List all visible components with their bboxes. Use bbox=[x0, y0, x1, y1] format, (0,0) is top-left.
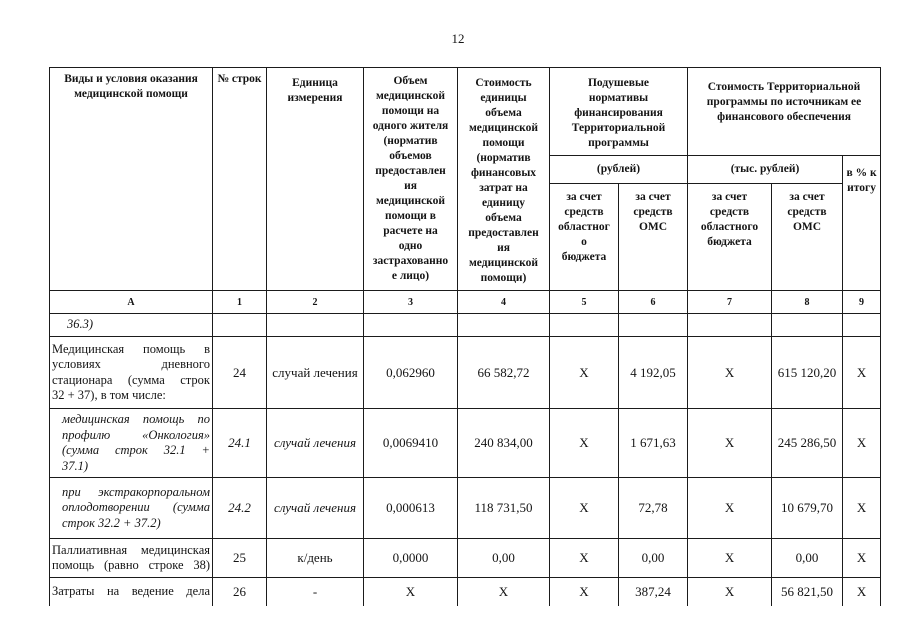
cell-per-capita-regional-budget: Х bbox=[550, 409, 619, 478]
row-label-line: 37.1) bbox=[62, 458, 89, 473]
cell-unit-cost: 118 731,50 bbox=[458, 478, 550, 539]
empty-cell bbox=[619, 314, 688, 337]
row-label-line: условиях дневного bbox=[52, 357, 210, 371]
page-number: 12 bbox=[451, 31, 465, 46]
header-unit-cost: Стоимость единицы объема медицинской помощи (норматив финансовых затрат на единицу объема предоставлен ия медицинской помощи) bbox=[458, 68, 550, 291]
column-index-row bbox=[50, 291, 881, 314]
empty-cell bbox=[550, 314, 619, 337]
cell-per-capita-oms: 72,78 bbox=[619, 478, 688, 539]
column-index: 5 bbox=[550, 291, 619, 314]
header-volume: Объем медицинской помощи на одного жителя (норматив объемов предоставлен ия медицинской помощи в расчете на одно застрахованно е лицо) bbox=[364, 68, 458, 291]
column-index: 9 bbox=[843, 291, 881, 314]
row-label-line: медицинская помощь по bbox=[62, 412, 210, 426]
column-index: 2 bbox=[267, 291, 364, 314]
cell-per-capita-oms: 387,24 bbox=[619, 578, 688, 606]
cell-cost-regional-budget: Х bbox=[688, 539, 772, 578]
cell-unit: случай лечения bbox=[267, 478, 364, 539]
column-index: 3 bbox=[364, 291, 458, 314]
cell-per-capita-oms: 0,00 bbox=[619, 539, 688, 578]
header-per-capita-group: Подушевые нормативы финансирования Территориальной программы bbox=[550, 68, 688, 156]
header-percent-of-total: в % к итогу bbox=[843, 156, 881, 291]
cell-unit-cost: 0,00 bbox=[458, 539, 550, 578]
column-index: 4 bbox=[458, 291, 550, 314]
cell-kind bbox=[50, 337, 213, 409]
cell-cost-regional-budget: Х bbox=[688, 478, 772, 539]
empty-cell bbox=[213, 314, 267, 337]
row-label-line: строк 32.2 + 37.2) bbox=[62, 515, 161, 530]
cell-unit: - bbox=[267, 578, 364, 606]
row-label-line: Медицинская помощь в bbox=[52, 341, 210, 356]
header-cost-regional-budget: за счет средств областного бюджета bbox=[688, 184, 772, 291]
table-row-continuation bbox=[50, 314, 881, 337]
cell-volume: 0,000613 bbox=[364, 478, 458, 539]
cell-line-number: 24.2 bbox=[213, 478, 267, 539]
header-cost-oms: за счет средств ОМС bbox=[772, 184, 843, 291]
cell-cost-oms: 56 821,50 bbox=[772, 578, 843, 606]
cell-percent-of-total: Х bbox=[843, 337, 881, 409]
cell-line-number: 24.1 bbox=[213, 409, 267, 478]
cell-cost-regional-budget: Х bbox=[688, 409, 772, 478]
cell-cost-regional-budget: Х bbox=[688, 578, 772, 606]
column-index: 7 bbox=[688, 291, 772, 314]
cell-unit-cost: 240 834,00 bbox=[458, 409, 550, 478]
cell-cost-oms: 10 679,70 bbox=[772, 478, 843, 539]
cell-kind: 36.3) bbox=[50, 314, 213, 337]
row-label-line: Паллиативная медицинская bbox=[52, 542, 210, 557]
cell-cost-regional-budget: Х bbox=[688, 337, 772, 409]
cell-line-number: 25 bbox=[213, 539, 267, 578]
row-label-line: помощь (равно строке 38) bbox=[52, 558, 210, 572]
cell-volume: Х bbox=[364, 578, 458, 606]
header-thousand-rubles: (тыс. рублей) bbox=[688, 156, 843, 184]
row-label-line: оплодотворении (сумма bbox=[62, 500, 210, 515]
header-rubles: (рублей) bbox=[550, 156, 688, 184]
header-row bbox=[50, 68, 881, 156]
table-row bbox=[50, 478, 881, 539]
cell-per-capita-oms: 1 671,63 bbox=[619, 409, 688, 478]
cell-cost-oms: 615 120,20 bbox=[772, 337, 843, 409]
empty-cell bbox=[458, 314, 550, 337]
cell-unit-cost: 66 582,72 bbox=[458, 337, 550, 409]
cell-unit-cost: Х bbox=[458, 578, 550, 606]
cell-per-capita-oms: 4 192,05 bbox=[619, 337, 688, 409]
cell-volume: 0,062960 bbox=[364, 337, 458, 409]
cell-kind bbox=[50, 478, 213, 539]
column-index: 6 bbox=[619, 291, 688, 314]
empty-cell bbox=[364, 314, 458, 337]
table-row bbox=[50, 409, 881, 478]
row-label-line: при экстракорпоральном bbox=[62, 484, 210, 499]
row-label-line: Затраты на ведение дела bbox=[52, 584, 210, 598]
cell-cost-oms: 245 286,50 bbox=[772, 409, 843, 478]
row-label-line: стационара (сумма строк bbox=[52, 372, 210, 387]
column-index: А bbox=[50, 291, 213, 314]
cell-percent-of-total: Х bbox=[843, 539, 881, 578]
row-label-line: 32 + 37), в том числе: bbox=[52, 388, 166, 402]
table-row bbox=[50, 337, 881, 409]
cell-percent-of-total: Х bbox=[843, 409, 881, 478]
header-unit: Единица измерения bbox=[267, 68, 364, 291]
empty-cell bbox=[772, 314, 843, 337]
cell-unit: случай лечения bbox=[267, 409, 364, 478]
cell-per-capita-regional-budget: Х bbox=[550, 539, 619, 578]
header-kind: Виды и условия оказания медицинской помощи bbox=[50, 68, 213, 291]
row-label-line: профилю «Онкология» bbox=[62, 427, 210, 442]
empty-cell bbox=[688, 314, 772, 337]
cell-volume: 0,0000 bbox=[364, 539, 458, 578]
cell-cost-oms: 0,00 bbox=[772, 539, 843, 578]
cell-kind bbox=[50, 578, 213, 606]
cell-percent-of-total: Х bbox=[843, 478, 881, 539]
financing-table bbox=[49, 67, 881, 606]
cell-kind bbox=[50, 539, 213, 578]
table-row bbox=[50, 578, 881, 606]
cell-kind bbox=[50, 409, 213, 478]
header-per-capita-regional-budget: за счет средств областног о бюджета bbox=[550, 184, 619, 291]
cell-volume: 0,0069410 bbox=[364, 409, 458, 478]
cell-per-capita-regional-budget: Х bbox=[550, 478, 619, 539]
header-per-capita-oms: за счет средств ОМС bbox=[619, 184, 688, 291]
cell-percent-of-total: Х bbox=[843, 578, 881, 606]
empty-cell bbox=[843, 314, 881, 337]
cell-unit: к/день bbox=[267, 539, 364, 578]
column-index: 1 bbox=[213, 291, 267, 314]
cell-unit: случай лечения bbox=[267, 337, 364, 409]
column-index: 8 bbox=[772, 291, 843, 314]
row-label-line: (сумма строк 32.1 + bbox=[62, 443, 210, 457]
cell-line-number: 26 bbox=[213, 578, 267, 606]
cell-per-capita-regional-budget: Х bbox=[550, 578, 619, 606]
header-program-cost-group: Стоимость Территориальной программы по источникам ее финансового обеспечения bbox=[688, 68, 881, 156]
cell-per-capita-regional-budget: Х bbox=[550, 337, 619, 409]
header-line-number: № строк bbox=[213, 68, 267, 291]
empty-cell bbox=[267, 314, 364, 337]
cell-line-number: 24 bbox=[213, 337, 267, 409]
table-row bbox=[50, 539, 881, 578]
